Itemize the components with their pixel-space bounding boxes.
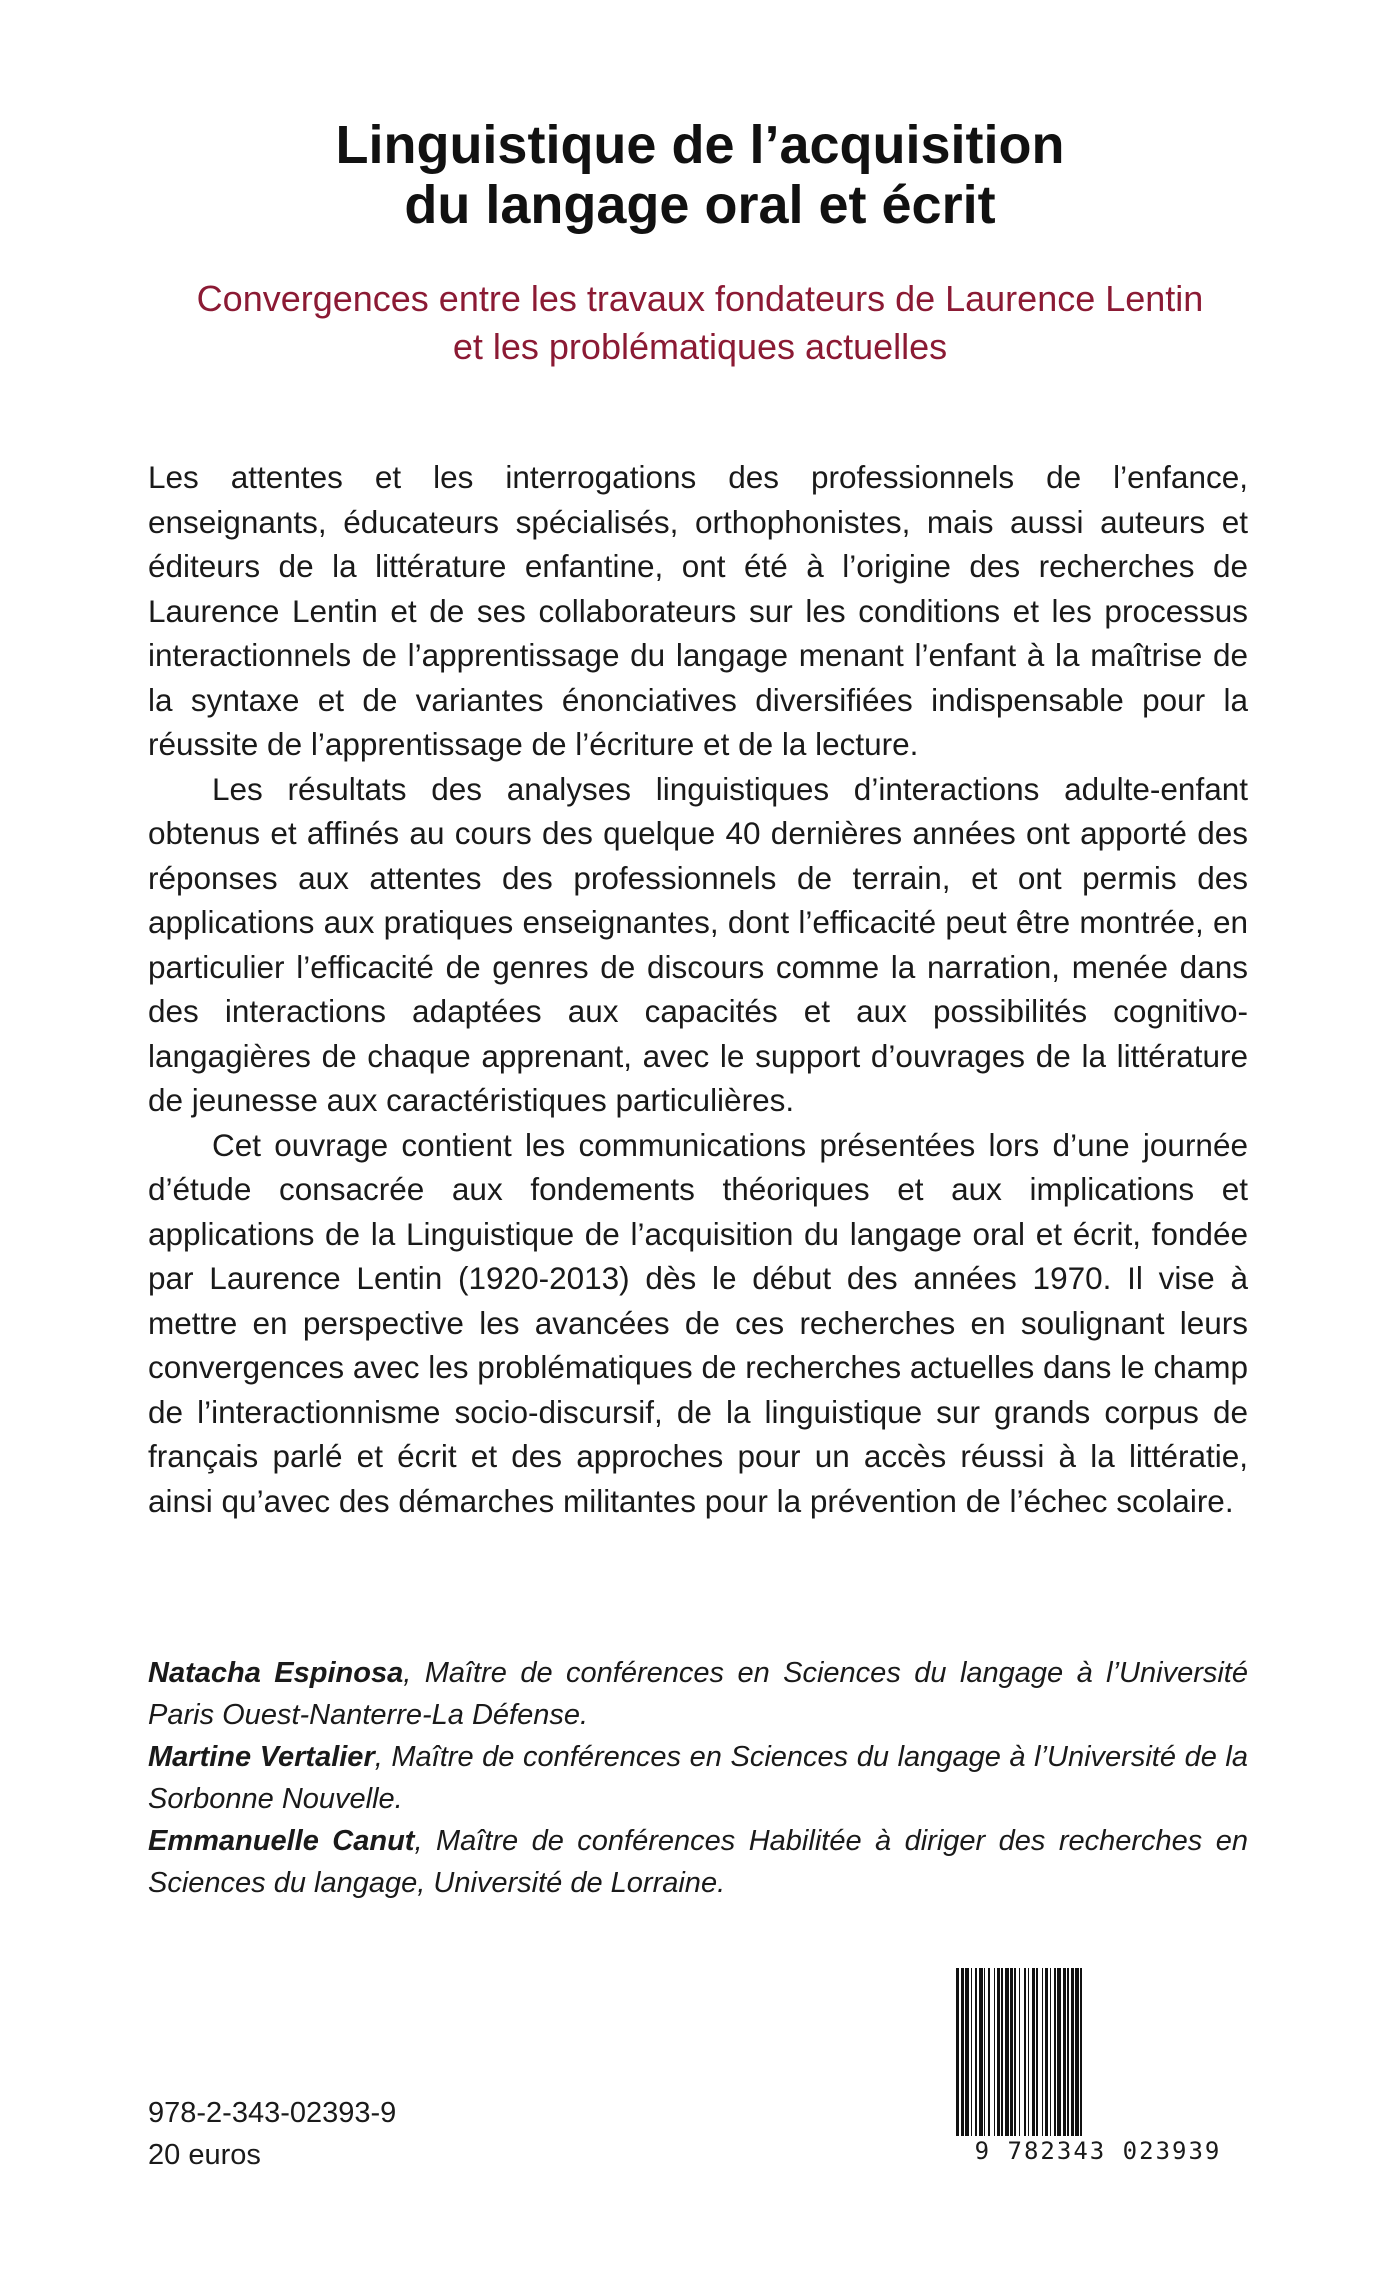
author-name: Emmanuelle Canut — [148, 1825, 415, 1857]
blurb-paragraph-3: Cet ouvrage contient les communications présentées lors d’une journée d’étude consacrée aux fondements théoriques et aux implications et applications de la Linguistique de l’acquisition du langage oral et écrit, fondée par Laurence Lentin (1920-2013) dès le début des années 1970. Il vise à mettre en perspective les avancées de ces recherches en soulignant leurs convergences avec les problématiques de recherches actuelles dans le champ de l’interactionnisme socio-discursif, de la linguistique sur grands corpus de français parlé et écrit et des approches pour un accès réussi à la littératie, ainsi qu’avec des démarches militantes pour la prévention de l’échec scolaire. — [148, 1126, 1248, 1519]
barcode-bar — [1045, 1968, 1048, 2148]
author-role: , Maître de conférences en Sciences du langage à l’Université Paris Ouest-Nanterre-La Défense. — [148, 1657, 1248, 1731]
barcode-bar — [1075, 1968, 1079, 2148]
barcode-bar — [1024, 1968, 1026, 2148]
isbn-price-block — [148, 2092, 396, 2176]
barcode-bar — [956, 1968, 959, 2148]
barcode-bar — [984, 1968, 985, 2148]
blurb-paragraph-1: Les attentes et les interrogations des professionnels de l’enfance, enseignants, éducateurs spécialisés, orthophonistes, mais aussi auteurs et éditeurs de la littérature enfantine, ont été à l’origine des recherches de Laurence Lentin et de ses collaborateurs sur les conditions et les processus interactionnels de l’apprentissage du langage menant l’enfant à la maîtrise de la syntaxe et de variantes énonciatives diversifiées indispensable pour la réussite de l’apprentissage de l’écriture et de la lecture. — [148, 459, 1248, 762]
barcode-bar — [1054, 1968, 1056, 2148]
barcode-bar — [1005, 1968, 1009, 2148]
barcode-bar — [1042, 1968, 1043, 2148]
book-subtitle-line-2: et les problématiques actuelles — [452, 326, 948, 367]
blurb-text — [148, 455, 1248, 1523]
author-name: Martine Vertalier — [148, 1741, 375, 1773]
book-title — [0, 115, 1400, 235]
book-title-line-1: Linguistique de l’acquisition — [335, 115, 1065, 175]
blurb-paragraph-2: Les résultats des analyses linguistiques d’interactions adulte-enfant obtenus et affinés au cours des quelque 40 dernières années ont apporté des réponses aux attentes des professionnels de terrain, et ont permis des applications aux pratiques enseignantes, dont l’efficacité peut être montrée, en particulier l’efficacité de genres de discours comme la narration, menée dans des interactions adaptées aux capacités et aux possibilités cognitivo-langagières de chaque apprenant, avec le support d’ouvrages de la littérature de jeunesse aux caractéristiques particulières. — [148, 770, 1248, 1118]
barcode-bar — [1032, 1968, 1035, 2148]
barcode-bar — [1028, 1968, 1029, 2148]
author-list — [148, 1652, 1248, 1904]
barcode-bar — [971, 1968, 972, 2148]
barcode-bar — [979, 1968, 983, 2148]
barcode-bar — [1010, 1968, 1013, 2148]
barcode-bars — [952, 1968, 1244, 2158]
barcode-bar — [965, 1968, 969, 2148]
barcode-bar — [1071, 1968, 1074, 2148]
author-entry — [148, 1736, 1248, 1820]
barcode-bar — [994, 1968, 995, 2148]
barcode-bar — [1063, 1968, 1066, 2148]
book-subtitle-line-1: Convergences entre les travaux fondateurs de Laurence Lentin — [196, 278, 1204, 319]
author-role: , Maître de conférences Habilitée à diriger des recherches en Sciences du langage, Université de Lorraine. — [148, 1825, 1248, 1899]
book-subtitle — [0, 275, 1400, 371]
barcode-bar — [1050, 1968, 1051, 2148]
author-name: Natacha Espinosa — [148, 1657, 404, 1689]
isbn-number: 978-2-343-02393-9 — [148, 2097, 397, 2129]
barcode-bar — [1080, 1968, 1082, 2148]
price-label: 20 euros — [148, 2139, 261, 2171]
author-role: , Maître de conférences en Sciences du langage à l’Université de la Sorbonne Nouvelle. — [148, 1741, 1249, 1815]
barcode-bar — [997, 1968, 1000, 2148]
barcode-digits: 9 782343 023939 — [952, 2136, 1244, 2166]
barcode-bar — [1014, 1968, 1016, 2148]
barcode-bar — [1001, 1968, 1003, 2148]
barcode-bar — [961, 1968, 964, 2148]
barcode-bar — [1067, 1968, 1069, 2148]
author-entry — [148, 1820, 1248, 1904]
book-title-line-2: du langage oral et écrit — [404, 175, 996, 235]
barcode-bar — [988, 1968, 990, 2148]
barcode-bar — [975, 1968, 977, 2148]
barcode-icon — [952, 1968, 1244, 2158]
barcode-bar — [1019, 1968, 1020, 2148]
author-entry — [148, 1652, 1248, 1736]
barcode-bar — [1036, 1968, 1038, 2148]
barcode-bar — [1057, 1968, 1061, 2148]
